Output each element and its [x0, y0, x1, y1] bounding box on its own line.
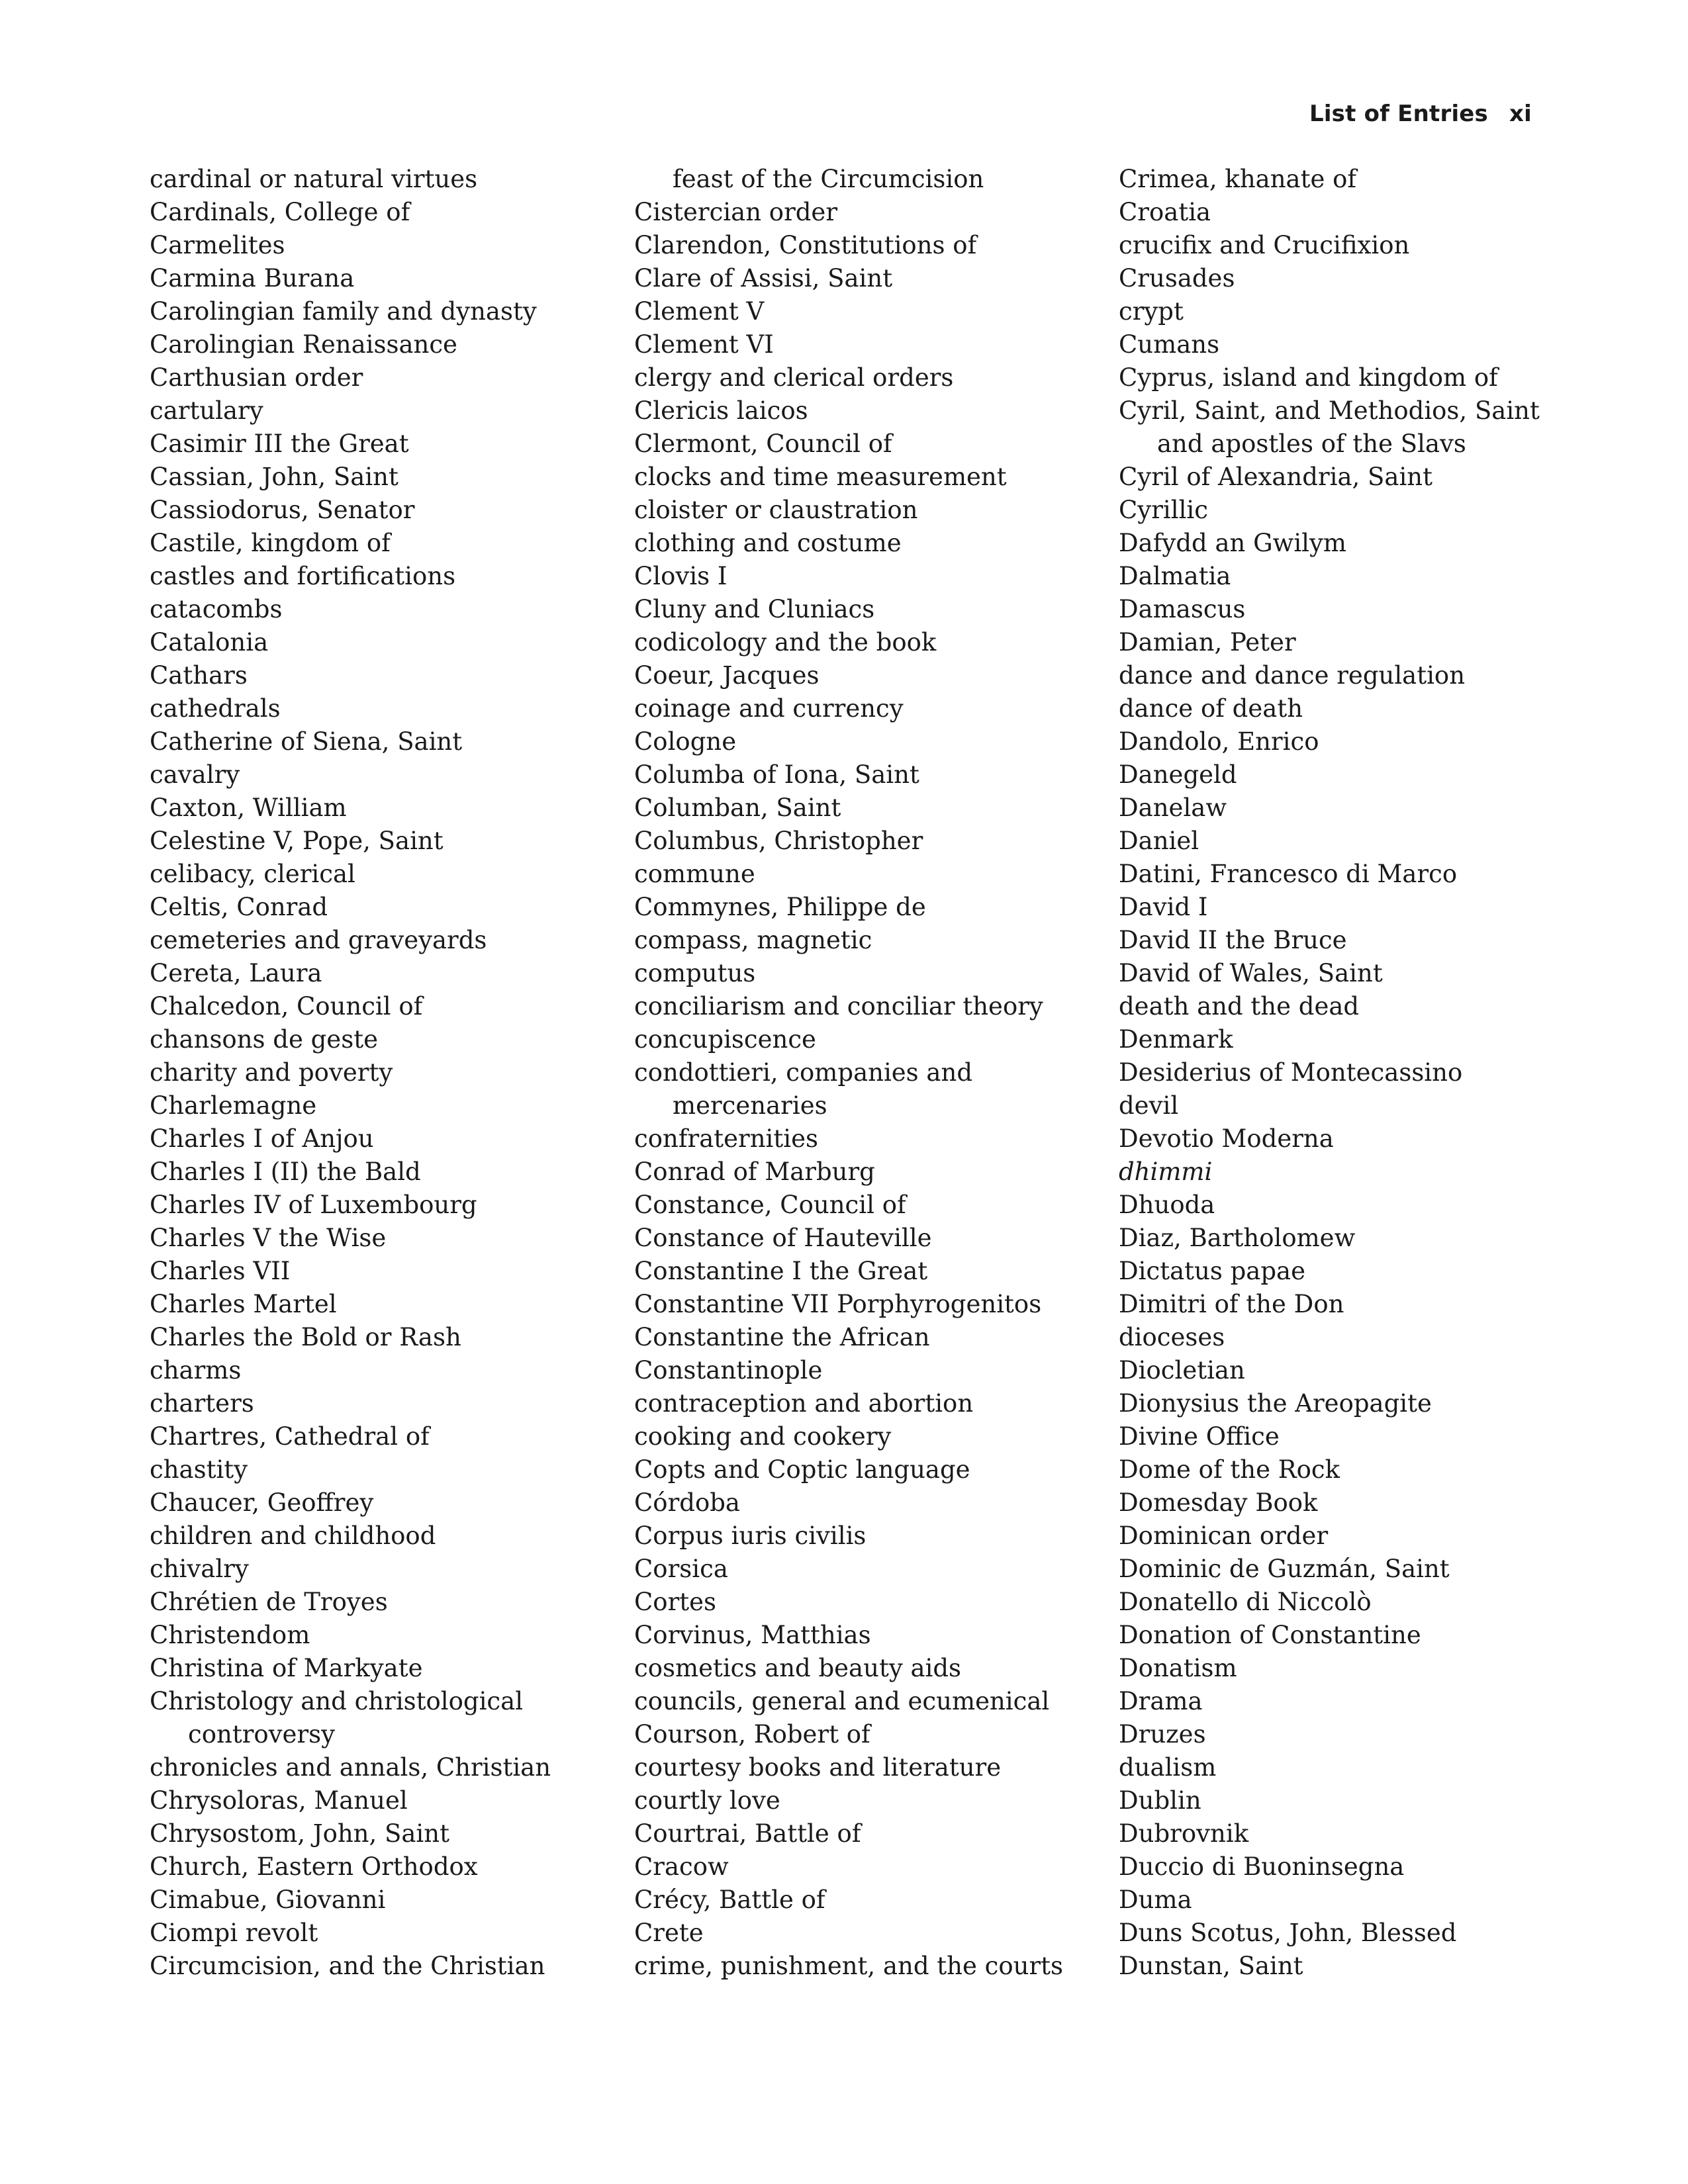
entry-item: Damascus — [1119, 595, 1246, 623]
entry-item: Charles the Bold or Rash — [150, 1323, 461, 1351]
entry-item: charms — [150, 1356, 242, 1385]
entry-item: chansons de geste — [150, 1025, 378, 1054]
entry-item: Carmelites — [150, 231, 285, 259]
entry-item: condottieri, companies and — [634, 1058, 973, 1087]
entry-item: Clovis I — [634, 562, 727, 590]
entry-item: Denmark — [1119, 1025, 1233, 1054]
entry-item: Cluny and Cluniacs — [634, 595, 875, 623]
entry-item: Cardinals, College of — [150, 198, 410, 226]
entry-item: Charles V the Wise — [150, 1224, 387, 1252]
entry-item: Coeur, Jacques — [634, 661, 820, 690]
entry-item: Constantine I the Great — [634, 1257, 928, 1285]
entry-item: clocks and time measurement — [634, 463, 1007, 491]
entry-item: councils, general and ecumenical — [634, 1687, 1050, 1715]
entry-continuation-line: and apostles of the Slavs — [1157, 430, 1466, 458]
entry-item: Cereta, Laura — [150, 959, 322, 987]
entry-item: Charlemagne — [150, 1091, 317, 1120]
entry-item: Clericis laicos — [634, 396, 808, 425]
entry-item: Carthusian order — [150, 363, 363, 392]
entry-item: dance of death — [1119, 694, 1303, 723]
entry-item: dioceses — [1119, 1323, 1225, 1351]
entry-item: Dubrovnik — [1119, 1819, 1249, 1848]
entry-item: Chrysostom, John, Saint — [150, 1819, 449, 1848]
entry-item: Danegeld — [1119, 760, 1237, 789]
entry-item: Circumcision, and the Christian — [150, 1952, 545, 1980]
running-head — [1309, 101, 1532, 127]
entry-item: Columbus, Christopher — [634, 827, 923, 855]
entry-item: Christina of Markyate — [150, 1654, 423, 1682]
entry-item: Dandolo, Enrico — [1119, 727, 1319, 756]
entry-item: dualism — [1119, 1753, 1217, 1782]
entry-item: Charles I (II) the Bald — [150, 1158, 421, 1186]
entry-item: Dionysius the Areopagite — [1119, 1389, 1432, 1418]
entry-item: crime, punishment, and the courts — [634, 1952, 1064, 1980]
entry-item: dhimmi — [1119, 1158, 1213, 1186]
entry-item: Dictatus papae — [1119, 1257, 1305, 1285]
entry-item: cavalry — [150, 760, 240, 789]
entry-item: charters — [150, 1389, 254, 1418]
entry-item: cemeteries and graveyards — [150, 926, 487, 954]
entry-item: Cassiodorus, Senator — [150, 496, 415, 524]
entry-item: coinage and currency — [634, 694, 904, 723]
entry-item: contraception and abortion — [634, 1389, 974, 1418]
entry-item: Dalmatia — [1119, 562, 1231, 590]
entry-item: Diocletian — [1119, 1356, 1245, 1385]
entry-item: Cistercian order — [634, 198, 838, 226]
entry-item: Cracow — [634, 1852, 729, 1881]
entry-item: Church, Eastern Orthodox — [150, 1852, 478, 1881]
entry-item: devil — [1119, 1091, 1179, 1120]
entry-item: Danelaw — [1119, 794, 1227, 822]
entry-item: Desiderius of Montecassino — [1119, 1058, 1463, 1087]
entry-item: Constantine the African — [634, 1323, 930, 1351]
entry-item: Donatello di Niccolò — [1119, 1588, 1372, 1616]
entry-item: Dominic de Guzmán, Saint — [1119, 1555, 1450, 1583]
entry-item: Ciompi revolt — [150, 1919, 318, 1947]
entry-item: Chalcedon, Council of — [150, 992, 423, 1021]
entry-item: Conrad of Marburg — [634, 1158, 875, 1186]
entry-item: Clermont, Council of — [634, 430, 892, 458]
entry-item: Duns Scotus, John, Blessed — [1119, 1919, 1457, 1947]
entry-item: Clarendon, Constitutions of — [634, 231, 977, 259]
entry-item: dance and dance regulation — [1119, 661, 1466, 690]
entry-item: charity and poverty — [150, 1058, 393, 1087]
entry-item: children and childhood — [150, 1522, 436, 1550]
entry-item: Charles VII — [150, 1257, 291, 1285]
entries-column-1 — [150, 163, 613, 1983]
entry-item: Devotio Moderna — [1119, 1124, 1334, 1153]
running-head-title: List of Entries — [1309, 101, 1488, 127]
entry-item: Clement VI — [634, 330, 774, 359]
entry-item: Cathars — [150, 661, 248, 690]
entry-item: Casimir III the Great — [150, 430, 409, 458]
entries-column-2 — [634, 163, 1098, 1983]
entry-item: castles and fortifications — [150, 562, 456, 590]
entry-item: codicology and the book — [634, 628, 937, 657]
entry-item: Corpus iuris civilis — [634, 1522, 867, 1550]
entry-item: commune — [634, 860, 755, 888]
entry-item: Christendom — [150, 1621, 310, 1649]
entry-item: clergy and clerical orders — [634, 363, 954, 392]
entry-item: crypt — [1119, 297, 1184, 326]
entry-item: chivalry — [150, 1555, 249, 1583]
entry-item: Donatism — [1119, 1654, 1237, 1682]
entry-item: Drama — [1119, 1687, 1203, 1715]
entry-item: Columba of Iona, Saint — [634, 760, 919, 789]
entry-item: Dimitri of the Don — [1119, 1290, 1344, 1318]
entry-item: Carolingian family and dynasty — [150, 297, 537, 326]
entry-item: Cumans — [1119, 330, 1220, 359]
entry-item: conciliarism and conciliar theory — [634, 992, 1043, 1021]
entry-item: courtly love — [634, 1786, 780, 1815]
entry-item: Celestine V, Pope, Saint — [150, 827, 444, 855]
entry-item: chastity — [150, 1455, 248, 1484]
entry-continuation-line: feast of the Circumcision — [673, 165, 984, 193]
entry-item: computus — [634, 959, 756, 987]
entry-item: Chaucer, Geoffrey — [150, 1488, 374, 1517]
entry-item: confraternities — [634, 1124, 818, 1153]
entry-item: Domesday Book — [1119, 1488, 1318, 1517]
entry-item: crucifix and Crucifixion — [1119, 231, 1410, 259]
entry-item: cosmetics and beauty aids — [634, 1654, 962, 1682]
entry-item: Courtrai, Battle of — [634, 1819, 861, 1848]
entry-item: Columban, Saint — [634, 794, 841, 822]
entry-item: Clement V — [634, 297, 765, 326]
entry-item: Diaz, Bartholomew — [1119, 1224, 1356, 1252]
entry-item: Dunstan, Saint — [1119, 1952, 1303, 1980]
entry-item: Charles Martel — [150, 1290, 337, 1318]
page-number: xi — [1509, 101, 1532, 127]
entry-item: David II the Bruce — [1119, 926, 1347, 954]
entry-item: Dhuoda — [1119, 1191, 1215, 1219]
entry-item: Cyril of Alexandria, Saint — [1119, 463, 1432, 491]
entry-item: David of Wales, Saint — [1119, 959, 1383, 987]
entry-item: Celtis, Conrad — [150, 893, 328, 921]
entry-item: Crusades — [1119, 264, 1235, 293]
entry-item: Cortes — [634, 1588, 717, 1616]
entry-item: Damian, Peter — [1119, 628, 1296, 657]
entry-item: cardinal or natural virtues — [150, 165, 478, 193]
entry-item: Donation of Constantine — [1119, 1621, 1421, 1649]
entry-item: Christology and christological — [150, 1687, 524, 1715]
entry-item: Dublin — [1119, 1786, 1201, 1815]
entry-item: Dominican order — [1119, 1522, 1329, 1550]
entry-item: Carolingian Renaissance — [150, 330, 457, 359]
entry-item: Crimea, khanate of — [1119, 165, 1357, 193]
entry-item: Cimabue, Giovanni — [150, 1886, 386, 1914]
entry-item: concupiscence — [634, 1025, 816, 1054]
entry-item: Duccio di Buoninsegna — [1119, 1852, 1405, 1881]
entry-item: cloister or claustration — [634, 496, 918, 524]
entry-item: Datini, Francesco di Marco — [1119, 860, 1458, 888]
entry-item: Courson, Robert of — [634, 1720, 870, 1749]
entry-item: Copts and Coptic language — [634, 1455, 970, 1484]
entry-item: Commynes, Philippe de — [634, 893, 926, 921]
entry-item: Corvinus, Matthias — [634, 1621, 871, 1649]
entry-item: Constance, Council of — [634, 1191, 906, 1219]
entry-item: Chrétien de Troyes — [150, 1588, 388, 1616]
entry-item: Cassian, John, Saint — [150, 463, 399, 491]
entry-item: cartulary — [150, 396, 263, 425]
entry-item: Charles IV of Luxembourg — [150, 1191, 477, 1219]
entry-item: David I — [1119, 893, 1208, 921]
entry-item: Constance of Hauteville — [634, 1224, 932, 1252]
entry-item: Cologne — [634, 727, 737, 756]
entry-item: Crécy, Battle of — [634, 1886, 825, 1914]
entry-item: Croatia — [1119, 198, 1211, 226]
entry-item: catacombs — [150, 595, 283, 623]
entry-item: Constantine VII Porphyrogenitos — [634, 1290, 1042, 1318]
entry-item: chronicles and annals, Christian — [150, 1753, 551, 1782]
entry-item: Crete — [634, 1919, 704, 1947]
entry-item: Chrysoloras, Manuel — [150, 1786, 408, 1815]
entry-item: death and the dead — [1119, 992, 1360, 1021]
entry-item: Druzes — [1119, 1720, 1206, 1749]
entry-item: Carmina Burana — [150, 264, 355, 293]
entry-item: cathedrals — [150, 694, 281, 723]
entry-item: cooking and cookery — [634, 1422, 892, 1451]
entry-item: Caxton, William — [150, 794, 347, 822]
entry-item: Divine Office — [1119, 1422, 1280, 1451]
entry-item: Clare of Assisi, Saint — [634, 264, 893, 293]
entry-item: Chartres, Cathedral of — [150, 1422, 430, 1451]
entry-item: Charles I of Anjou — [150, 1124, 374, 1153]
entry-item: Cyril, Saint, and Methodios, Saint — [1119, 396, 1540, 425]
entry-item: courtesy books and literature — [634, 1753, 1002, 1782]
entry-item: Catherine of Siena, Saint — [150, 727, 463, 756]
entries-column-3 — [1119, 163, 1582, 1983]
entry-item: Duma — [1119, 1886, 1192, 1914]
entry-item: Córdoba — [634, 1488, 740, 1517]
entry-item: Dome of the Rock — [1119, 1455, 1340, 1484]
entry-item: Castile, kingdom of — [150, 529, 391, 557]
entry-item: Cyrillic — [1119, 496, 1208, 524]
entry-continuation-line: controversy — [188, 1720, 336, 1749]
entry-item: celibacy, clerical — [150, 860, 355, 888]
entry-continuation-line: mercenaries — [673, 1091, 827, 1120]
entry-item: Daniel — [1119, 827, 1199, 855]
entry-item: Dafydd an Gwilym — [1119, 529, 1346, 557]
entry-item: Catalonia — [150, 628, 269, 657]
entry-item: Constantinople — [634, 1356, 823, 1385]
entry-item: clothing and costume — [634, 529, 902, 557]
entry-item: Cyprus, island and kingdom of — [1119, 363, 1498, 392]
entry-item: compass, magnetic — [634, 926, 872, 954]
entry-item: Corsica — [634, 1555, 728, 1583]
